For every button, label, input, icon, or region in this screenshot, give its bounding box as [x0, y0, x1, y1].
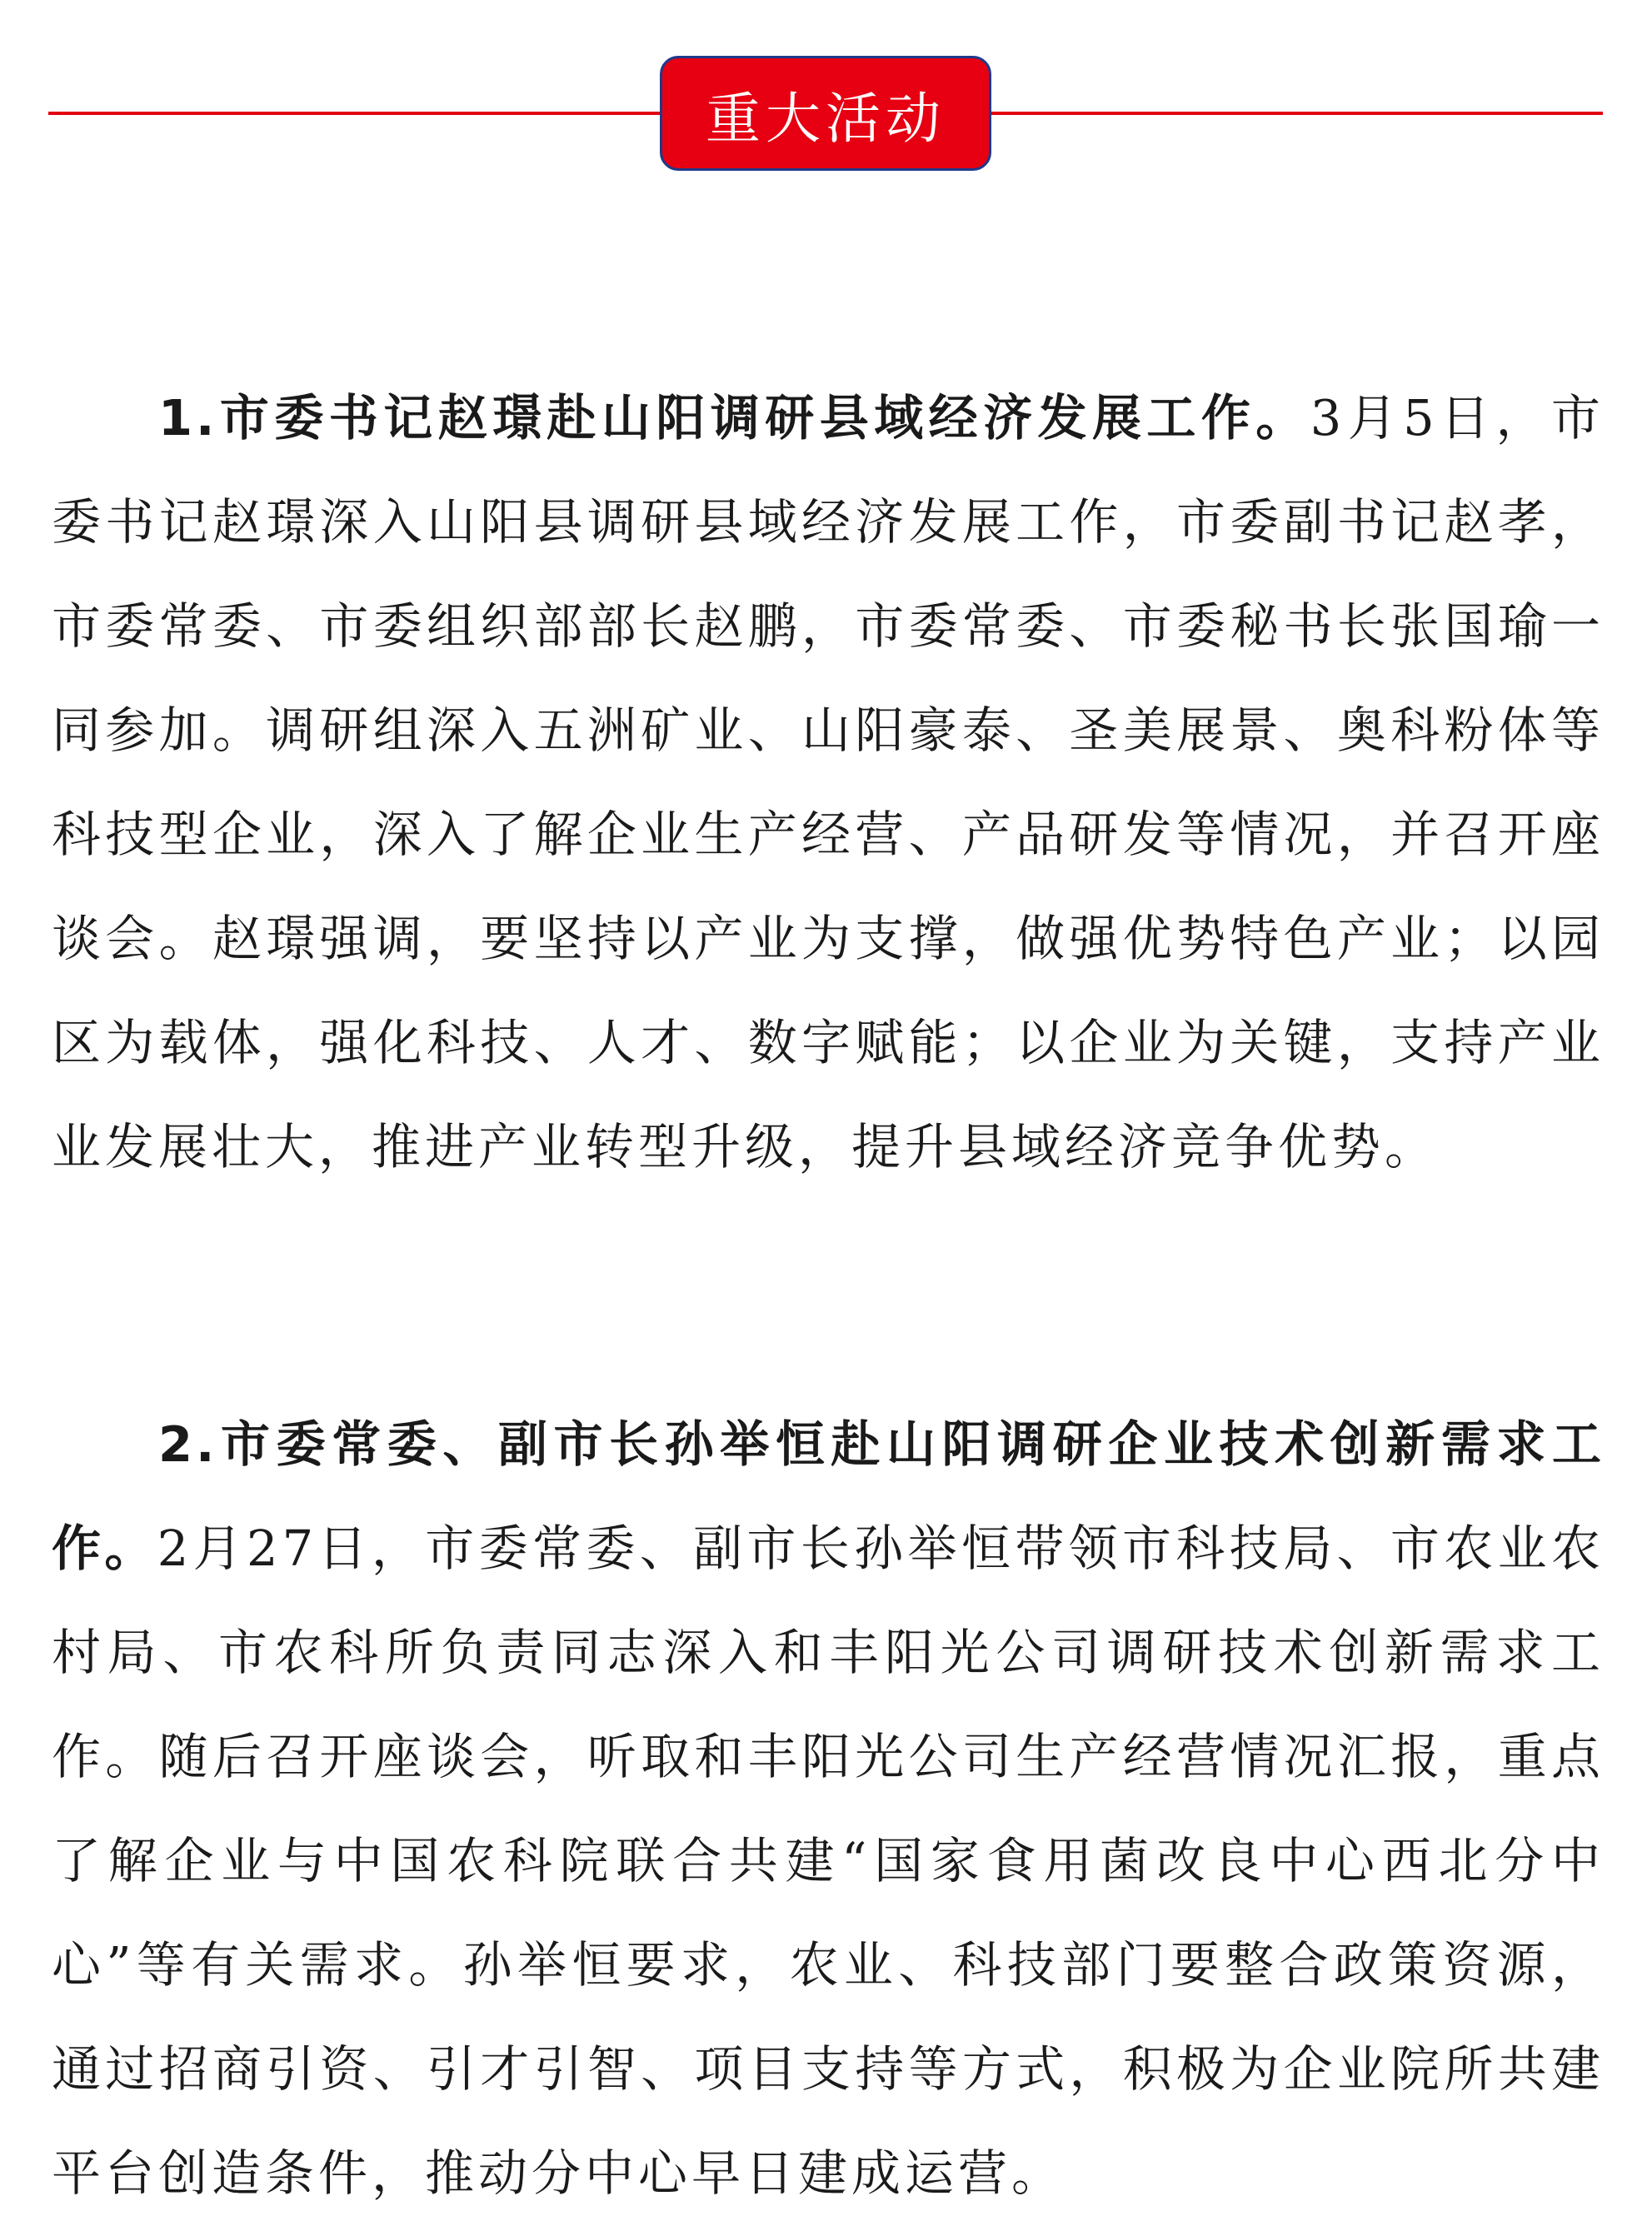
article-2	[52, 1392, 1605, 2225]
article-1	[52, 366, 1605, 1199]
section-badge	[660, 56, 991, 171]
article-2-heading: 2.市委常委、副市长孙举恒赴山阳调研企业技术创新需求工作。	[52, 1415, 1605, 1577]
article-2-body: 2月27日，市委常委、副市长孙举恒带领市科技局、市农业农村局、市农科所负责同志深入和丰阳光公司调研技术创新需求工作。随后召开座谈会，听取和丰阳光公司生产经营情况汇报，重点了解企业与中国农科院联合共建“国家食用菌改良中心西北分中心”等有关需求。孙举恒要求，农业、科技部门要整合政策资源，通过招商引资、引才引智、项目支持等方式，积极为企业院所共建平台创造条件，推动分中心早日建成运营。	[52, 1520, 1605, 2202]
section-title: 重大活动	[706, 86, 946, 151]
article-1-heading: 1.市委书记赵璟赴山阳调研县域经济发展工作。	[158, 389, 1310, 447]
article-1-body: 3月5日，市委书记赵璟深入山阳县调研县域经济发展工作，市委副书记赵孝，市委常委、市委组织部部长赵鹏，市委常委、市委秘书长张国瑜一同参加。调研组深入五洲矿业、山阳豪泰、圣美展景、奥科粉体等科技型企业，深入了解企业生产经营、产品研发等情况，并召开座谈会。赵璟强调，要坚持以产业为支撑，做强优势特色产业；以园区为载体，强化科技、人才、数字赋能；以企业为关键，支持产业业发展壮大，推进产业转型升级，提升县域经济竞争优势。	[52, 389, 1605, 1175]
